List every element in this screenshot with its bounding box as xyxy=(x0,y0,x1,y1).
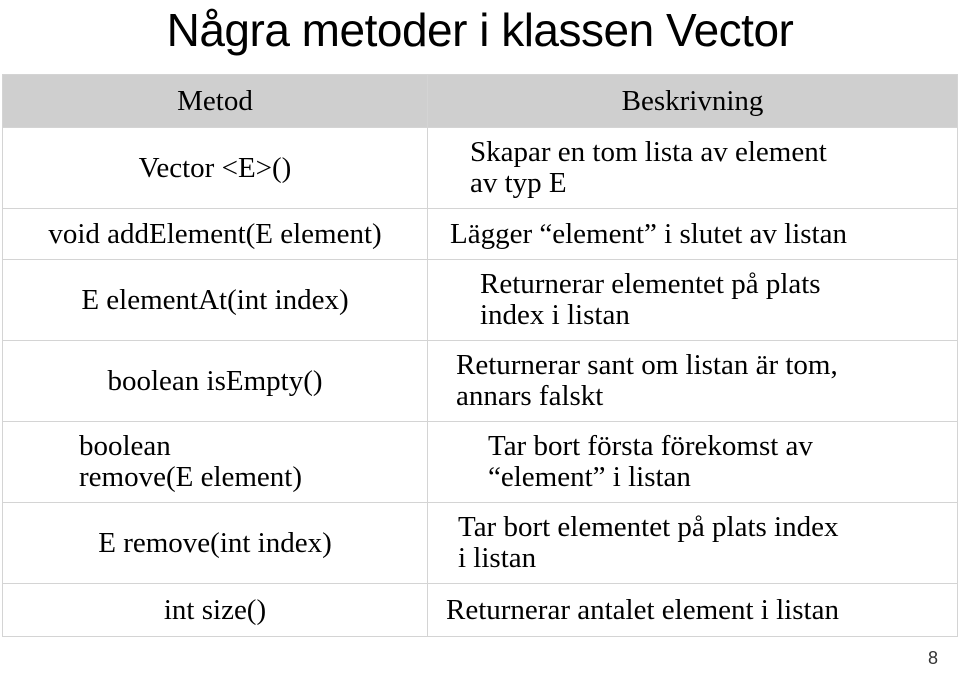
table-row xyxy=(3,503,958,584)
table-header-row xyxy=(3,75,958,128)
description-text: Returnerar antalet element i listan xyxy=(446,593,839,626)
method-cell xyxy=(3,260,428,341)
method-text: boolean isEmpty() xyxy=(107,364,323,397)
description-cell xyxy=(428,422,958,503)
table-row xyxy=(3,422,958,503)
table-row xyxy=(3,209,958,260)
description-cell xyxy=(428,341,958,422)
method-cell xyxy=(3,584,428,637)
description-text: Returnerar sant om listan är tom, annars falskt xyxy=(456,349,838,412)
method-text: int size() xyxy=(163,593,267,626)
description-cell xyxy=(428,260,958,341)
table-row xyxy=(3,260,958,341)
slide-title: Några metoder i klassen Vector xyxy=(166,4,794,56)
description-text: Tar bort första förekomst av “element” i listan xyxy=(488,430,813,493)
method-text: boolean remove(E element) xyxy=(79,430,303,493)
description-cell xyxy=(428,503,958,584)
table-row xyxy=(3,584,958,637)
description-text: Lägger “element” i slutet av listan xyxy=(450,217,847,250)
description-cell xyxy=(428,209,958,260)
method-cell xyxy=(3,128,428,209)
description-cell xyxy=(428,584,958,637)
description-cell xyxy=(428,128,958,209)
method-cell xyxy=(3,503,428,584)
header-description: Beskrivning xyxy=(428,75,958,128)
description-text: Returnerar elementet på plats index i listan xyxy=(480,268,821,331)
header-method: Metod xyxy=(3,75,428,128)
method-cell xyxy=(3,341,428,422)
page-number: 8 xyxy=(927,648,938,668)
description-text: Tar bort elementet på plats index i listan xyxy=(458,511,839,574)
method-text: E remove(int index) xyxy=(98,526,332,559)
method-text: Vector <E>() xyxy=(138,151,292,184)
method-cell xyxy=(3,209,428,260)
method-cell xyxy=(3,422,428,503)
table-row xyxy=(3,128,958,209)
methods-table xyxy=(2,74,958,637)
description-text: Skapar en tom lista av element av typ E xyxy=(470,136,827,199)
method-text: void addElement(E element) xyxy=(48,217,382,250)
table-row xyxy=(3,341,958,422)
method-text: E elementAt(int index) xyxy=(81,283,349,316)
